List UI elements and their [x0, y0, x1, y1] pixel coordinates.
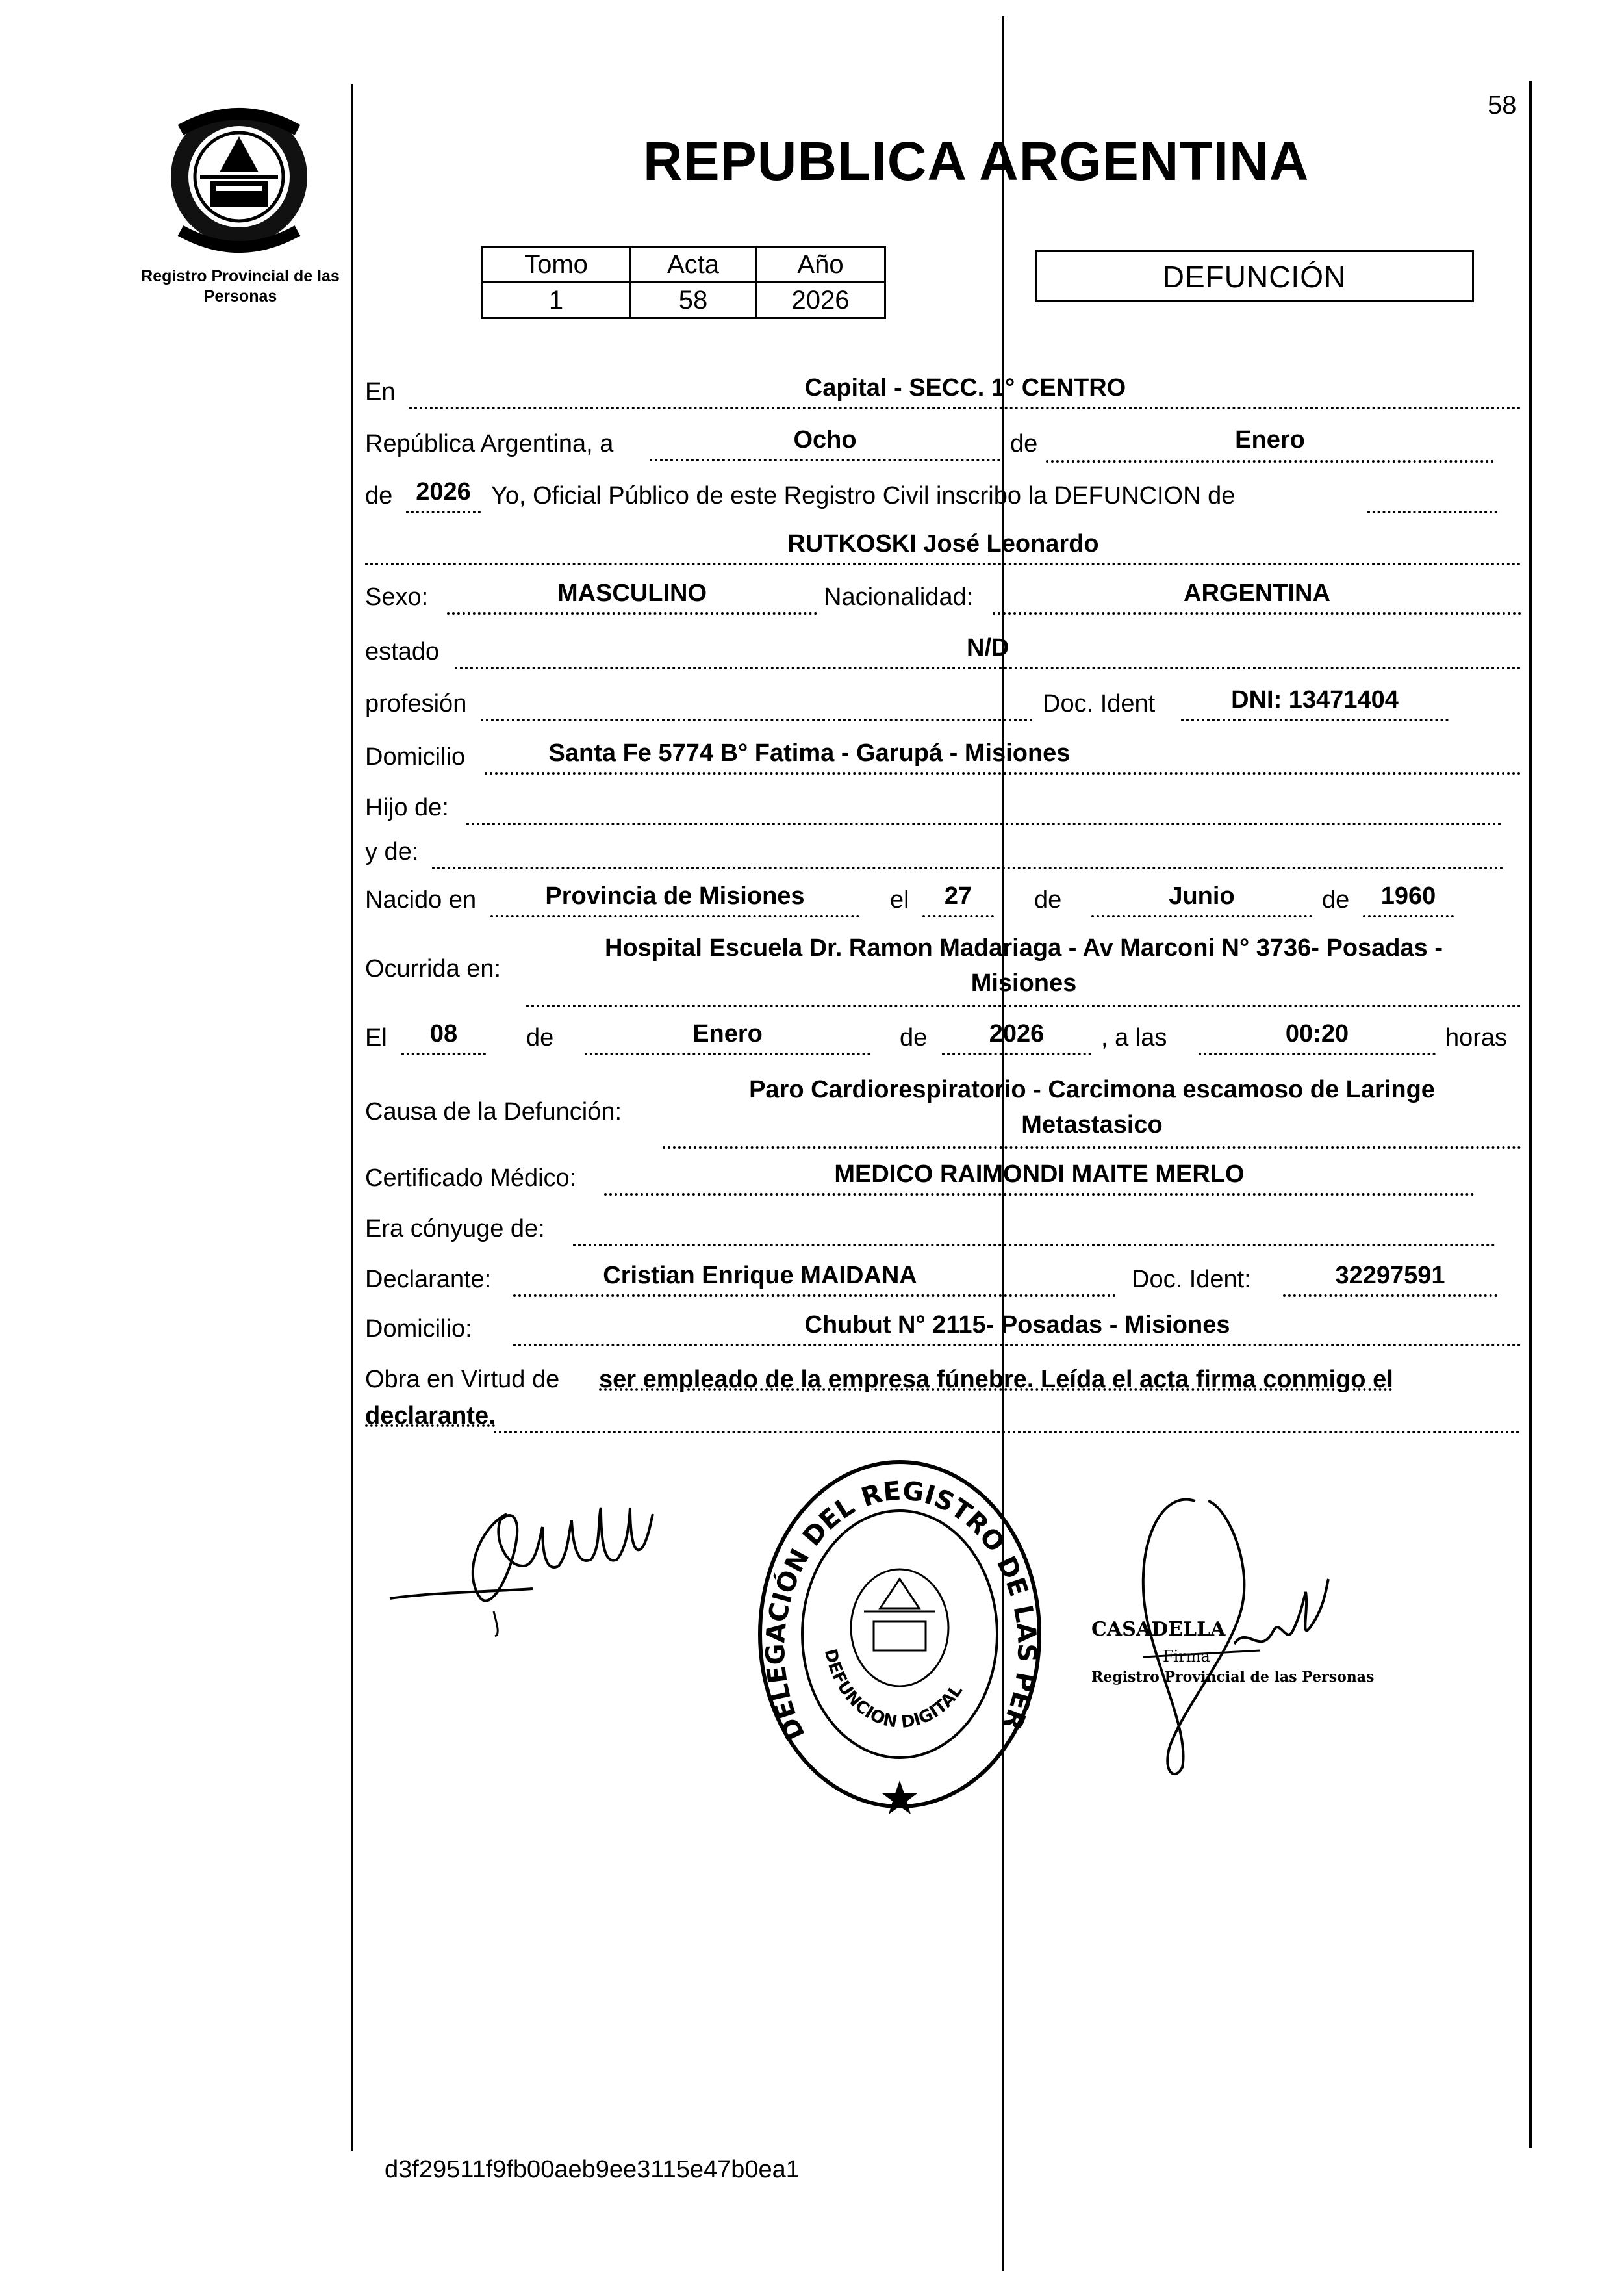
col-tomo: Tomo — [482, 247, 631, 283]
underline — [406, 511, 481, 513]
col-anio: Año — [756, 247, 885, 283]
value-anio: 2026 — [416, 478, 471, 506]
label-obra: Obra en Virtud de — [365, 1366, 560, 1393]
label-declarante: Declarante: — [365, 1266, 492, 1293]
label-nacido-en: Nacido en — [365, 886, 477, 914]
label-certificado: Certificado Médico: — [365, 1164, 577, 1192]
underline — [585, 1053, 870, 1055]
underline — [573, 1244, 1495, 1246]
official-stamp — [754, 1456, 1046, 1819]
label-de: de — [1322, 886, 1350, 914]
value-estado: N/D — [967, 634, 1009, 661]
value-nac-mes: Junio — [1169, 882, 1235, 910]
label-doc-ident: Doc. Ident — [1043, 690, 1156, 717]
val-acta: 58 — [631, 283, 756, 318]
registry-label: Registro Provincial de las Personas — [141, 267, 340, 306]
label-el: el — [890, 886, 909, 914]
underline — [942, 1053, 1091, 1055]
value-nacido-en: Provincia de Misiones — [545, 882, 805, 910]
label-doc-ident-2: Doc. Ident: — [1132, 1266, 1251, 1293]
document-hash: d3f29511f9fb00aeb9ee3115e47b0ea1 — [385, 2156, 800, 2183]
value-dia: Ocho — [793, 426, 857, 454]
label-republica: República Argentina, a — [365, 430, 614, 457]
value-def-dia: 08 — [429, 1020, 458, 1047]
value-certificado: MEDICO RAIMONDI MAITE MERLO — [834, 1161, 1245, 1188]
value-ocurrida-1: Hospital Escuela Dr. Ramon Madariaga - Av Marconi N° 3736- Posadas - — [604, 934, 1443, 962]
declarant-signature — [383, 1469, 663, 1637]
underline — [1199, 1053, 1436, 1055]
value-def-mes: Enero — [692, 1020, 763, 1047]
stamp-inner-text: DEFUNCION DIGITAL — [820, 1647, 967, 1732]
label-a-las: , a las — [1101, 1024, 1167, 1051]
val-anio: 2026 — [756, 283, 885, 318]
stamp-ring-text: DELEGACIÓN DEL REGISTRO DE LAS PER — [761, 1476, 1042, 1745]
val-tomo: 1 — [482, 283, 631, 318]
col-acta: Acta — [631, 247, 756, 283]
document-type: DEFUNCIÓN — [1035, 250, 1474, 302]
value-sexo: MASCULINO — [557, 580, 707, 607]
value-ocurrida-2: Misiones — [971, 969, 1077, 997]
value-dni: DNI: 13471404 — [1231, 686, 1399, 713]
value-obra-2: declarante. — [365, 1402, 496, 1430]
underline — [650, 459, 1000, 461]
page-number: 58 — [1488, 91, 1517, 120]
value-nacionalidad: ARGENTINA — [1184, 580, 1330, 607]
value-declarante-doc: 32297591 — [1335, 1262, 1445, 1289]
label-sexo: Sexo: — [365, 584, 429, 611]
label-domicilio: Domicilio — [365, 743, 466, 771]
underline — [409, 407, 1521, 409]
label-yo: Yo, Oficial Público de este Registro Civil inscribo la DEFUNCION de — [491, 482, 1236, 509]
record-table-header — [482, 247, 885, 283]
underline — [401, 1053, 486, 1055]
underline — [513, 1294, 1116, 1297]
label-de: de — [365, 482, 393, 509]
record-table — [481, 246, 886, 319]
label-y-de: y de: — [365, 838, 419, 866]
left-margin-line — [351, 84, 353, 2151]
label-estado: estado — [365, 638, 440, 665]
underline — [1181, 719, 1449, 721]
stamp-seal-icon — [754, 1456, 1046, 1819]
underline — [481, 719, 1033, 721]
fold-line — [1002, 16, 1004, 2271]
value-declarante-dom: Chubut N° 2115- Posadas - Misiones — [804, 1311, 1230, 1339]
label-de: de — [900, 1024, 928, 1051]
underline — [922, 915, 994, 917]
official-office: Registro Provincial de las Personas — [1091, 1669, 1375, 1686]
value-nombre: RUTKOSKI José Leonardo — [787, 530, 1099, 558]
label-en: En — [365, 378, 396, 405]
label-horas: horas — [1445, 1024, 1508, 1051]
value-declarante: Cristian Enrique MAIDANA — [603, 1262, 917, 1289]
value-lugar: Capital - SECC. 1° CENTRO — [804, 374, 1126, 402]
underline — [1046, 460, 1494, 463]
underline — [526, 1005, 1521, 1007]
label-domicilio-2: Domicilio: — [365, 1315, 472, 1342]
underline — [466, 823, 1502, 825]
value-obra-1: ser empleado de la empresa fúnebre. Leída el acta firma conmigo el — [599, 1366, 1393, 1393]
underline — [432, 867, 1504, 869]
value-domicilio: Santa Fe 5774 B° Fatima - Garupá - Misiones — [548, 739, 1071, 767]
signature-icon — [383, 1469, 663, 1637]
label-de: de — [1034, 886, 1062, 914]
underline — [604, 1193, 1475, 1196]
underline — [485, 772, 1521, 775]
label-profesion: profesión — [365, 690, 467, 717]
underline — [490, 915, 859, 917]
underline — [447, 612, 817, 615]
value-mes: Enero — [1235, 426, 1305, 454]
underline — [993, 612, 1521, 615]
page-title: REPUBLICA ARGENTINA — [643, 131, 1310, 192]
value-nac-anio: 1960 — [1380, 882, 1436, 910]
official-signature — [1078, 1462, 1377, 1787]
underline — [513, 1344, 1521, 1346]
label-causa: Causa de la Defunción: — [365, 1098, 622, 1125]
underline — [455, 667, 1521, 669]
value-causa-1: Paro Cardiorespiratorio - Carcimona escamoso de Laringe — [749, 1076, 1435, 1103]
label-ocurrida-en: Ocurrida en: — [365, 955, 501, 982]
value-def-anio: 2026 — [989, 1020, 1045, 1047]
underline — [1091, 915, 1312, 917]
value-def-hora: 00:20 — [1285, 1020, 1349, 1047]
value-causa-2: Metastasico — [1021, 1111, 1163, 1138]
official-name: CASADELLA — [1091, 1618, 1226, 1641]
right-margin-line — [1529, 81, 1532, 2148]
underline — [1363, 915, 1454, 917]
underline — [1367, 511, 1497, 513]
label-conyuge: Era cónyuge de: — [365, 1215, 545, 1242]
official-role: Firma — [1163, 1647, 1210, 1665]
label-de: de — [1010, 430, 1038, 457]
seal-emblem-icon — [155, 104, 324, 253]
record-table-row — [482, 283, 885, 318]
label-el-cap: El — [365, 1024, 387, 1051]
value-nac-dia: 27 — [944, 882, 972, 910]
underline — [494, 1431, 1520, 1433]
label-nacionalidad: Nacionalidad: — [824, 584, 974, 611]
label-hijo-de: Hijo de: — [365, 794, 449, 821]
underline — [365, 563, 1521, 565]
underline — [663, 1146, 1521, 1149]
underline — [1283, 1294, 1497, 1297]
label-de: de — [526, 1024, 554, 1051]
province-seal-logo — [155, 104, 324, 253]
